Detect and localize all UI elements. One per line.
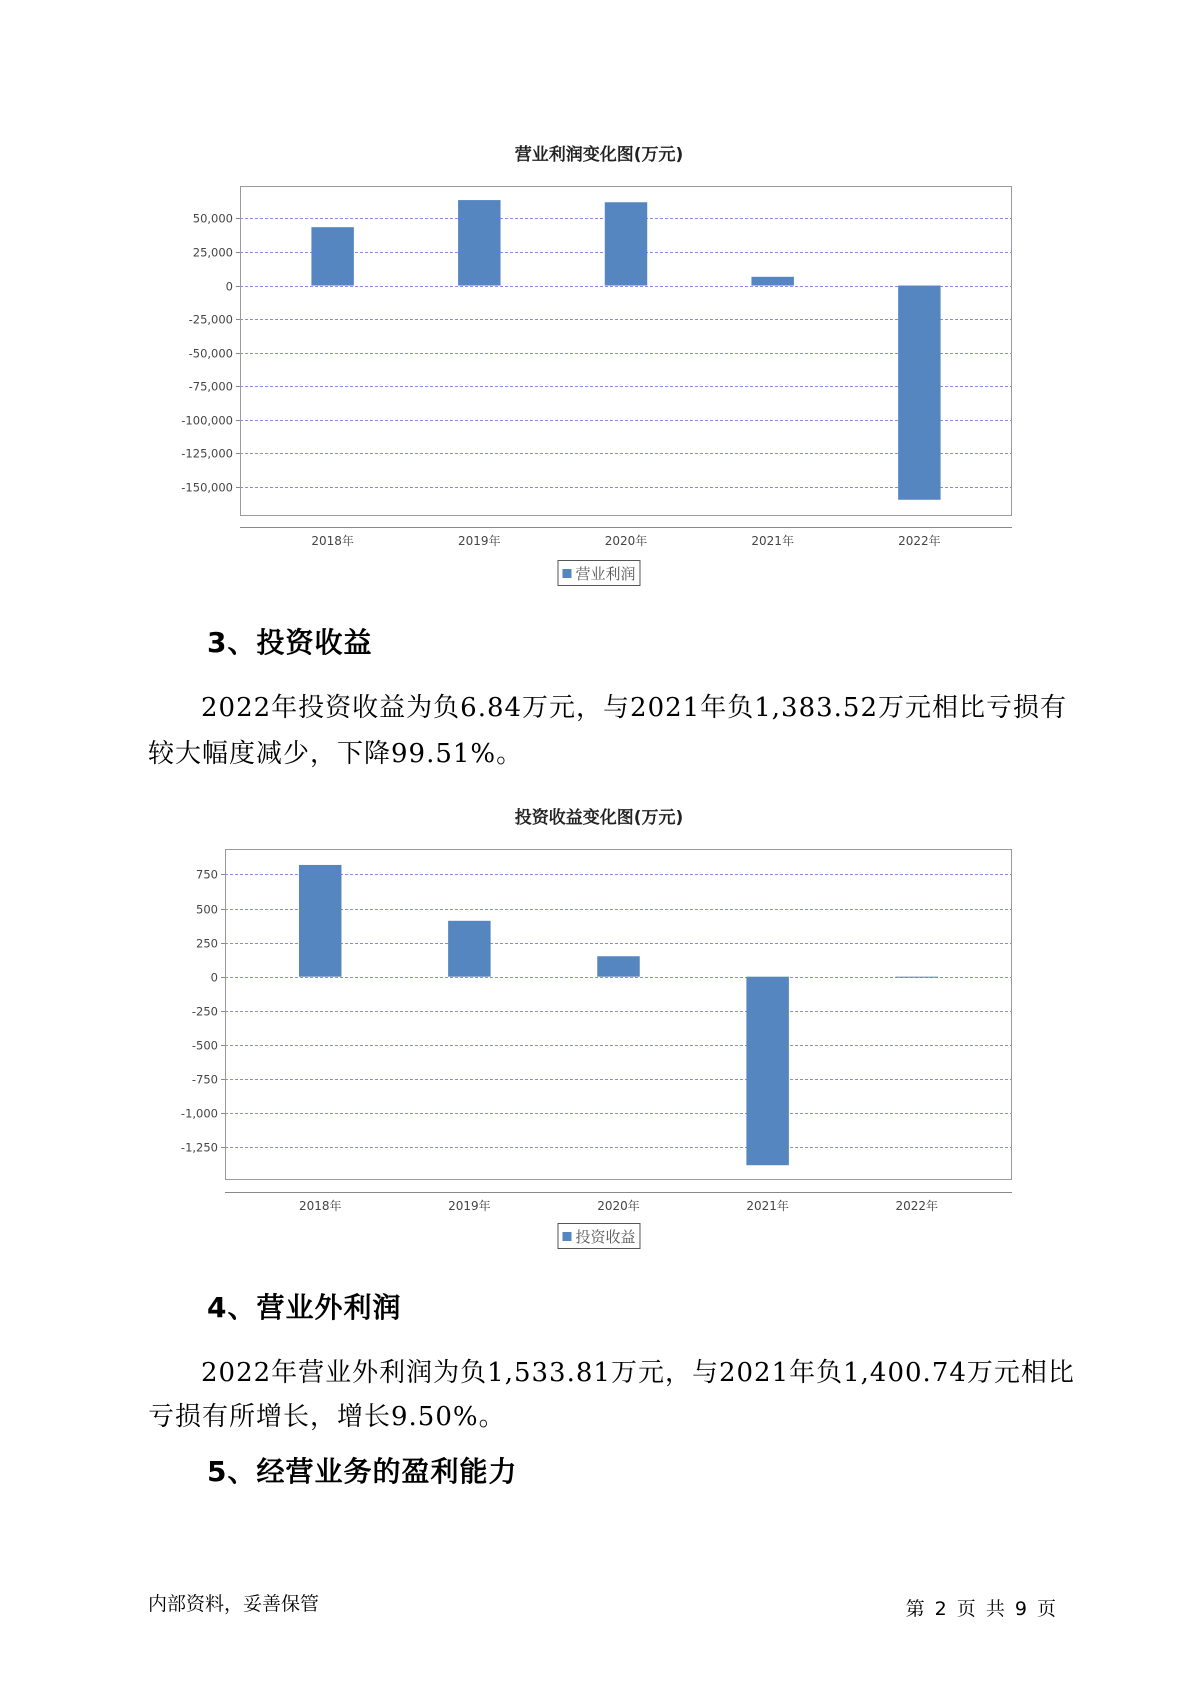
y-tick-label: -1,250 [180,1140,218,1155]
operating-profit-bar-chart [150,130,1048,600]
y-tick-label: 500 [196,902,218,917]
y-tick-label: -150,000 [181,480,233,495]
x-tick-label: 2021年 [751,534,794,548]
bar-2021 [746,977,788,1166]
y-tick-label: 250 [196,936,218,951]
bar-2019 [448,921,490,977]
legend-label: 营业利润 [575,564,636,583]
x-tick-label: 2021年 [746,1199,789,1213]
y-tick-label: -125,000 [181,446,233,461]
y-tick-label: -250 [191,1004,218,1019]
chart-title: 投资收益变化图(万元) [514,808,684,828]
x-tick-label: 2022年 [898,534,941,548]
operating-profit-chart [150,130,1048,600]
chart-legend [557,560,640,586]
bar-2020 [597,956,639,976]
x-tick-label: 2020年 [597,1199,640,1213]
y-tick-label: -750 [191,1072,218,1087]
y-tick-label: -25,000 [188,312,233,327]
y-tick-label: 0 [225,279,233,294]
section-heading-non-operating-profit: 4、营业外利润 [207,1291,402,1324]
plot-background [225,849,1012,1180]
chart-legend [557,1223,640,1249]
legend-swatch [562,569,571,578]
bar-2022 [898,286,940,500]
bar-2018 [311,227,353,285]
y-tick-label: 25,000 [192,245,233,260]
section-heading-investment-income: 3、投资收益 [207,626,373,659]
paragraph-line: 2022年营业外利润为负1,533.81万元，与2021年负1,400.74万元相比 [201,1358,1075,1388]
bar-2020 [605,202,647,285]
x-tick-label: 2022年 [895,1199,939,1213]
legend-label: 投资收益 [575,1227,636,1246]
page-indicator: 第 2 页 共 9 页 [905,1598,1056,1620]
y-tick-label: -1,000 [180,1106,218,1121]
y-tick-label: 750 [196,867,218,882]
x-tick-label: 2018年 [311,534,354,548]
paragraph-line: 2022年投资收益为负6.84万元，与2021年负1,383.52万元相比亏损有 [201,693,1068,723]
y-tick-label: -75,000 [188,379,233,394]
investment-income-bar-chart [150,794,1048,1264]
x-tick-label: 2018年 [298,1199,342,1213]
x-tick-label: 2019年 [448,1199,491,1213]
y-tick-label: -50,000 [188,346,233,361]
y-tick-label: 0 [210,970,218,985]
section-heading-business-profitability: 5、经营业务的盈利能力 [207,1455,518,1488]
x-tick-label: 2019年 [458,534,501,548]
bar-2021 [751,277,793,286]
paragraph-line: 亏损有所增长，增长9.50%。 [148,1402,506,1432]
bar-2018 [299,865,341,977]
paragraph-line: 较大幅度减少，下降99.51%。 [148,739,524,769]
chart-title: 营业利润变化图(万元) [514,145,684,165]
y-tick-label: -500 [191,1038,218,1053]
bar-2022 [896,977,938,978]
footer-confidential-note: 内部资料，妥善保管 [148,1593,320,1615]
x-tick-label: 2020年 [604,534,648,548]
y-tick-label: -100,000 [181,413,233,428]
investment-income-chart [150,794,1048,1264]
y-tick-label: 50,000 [192,211,233,226]
legend-swatch [562,1232,571,1241]
bar-2019 [458,200,500,285]
